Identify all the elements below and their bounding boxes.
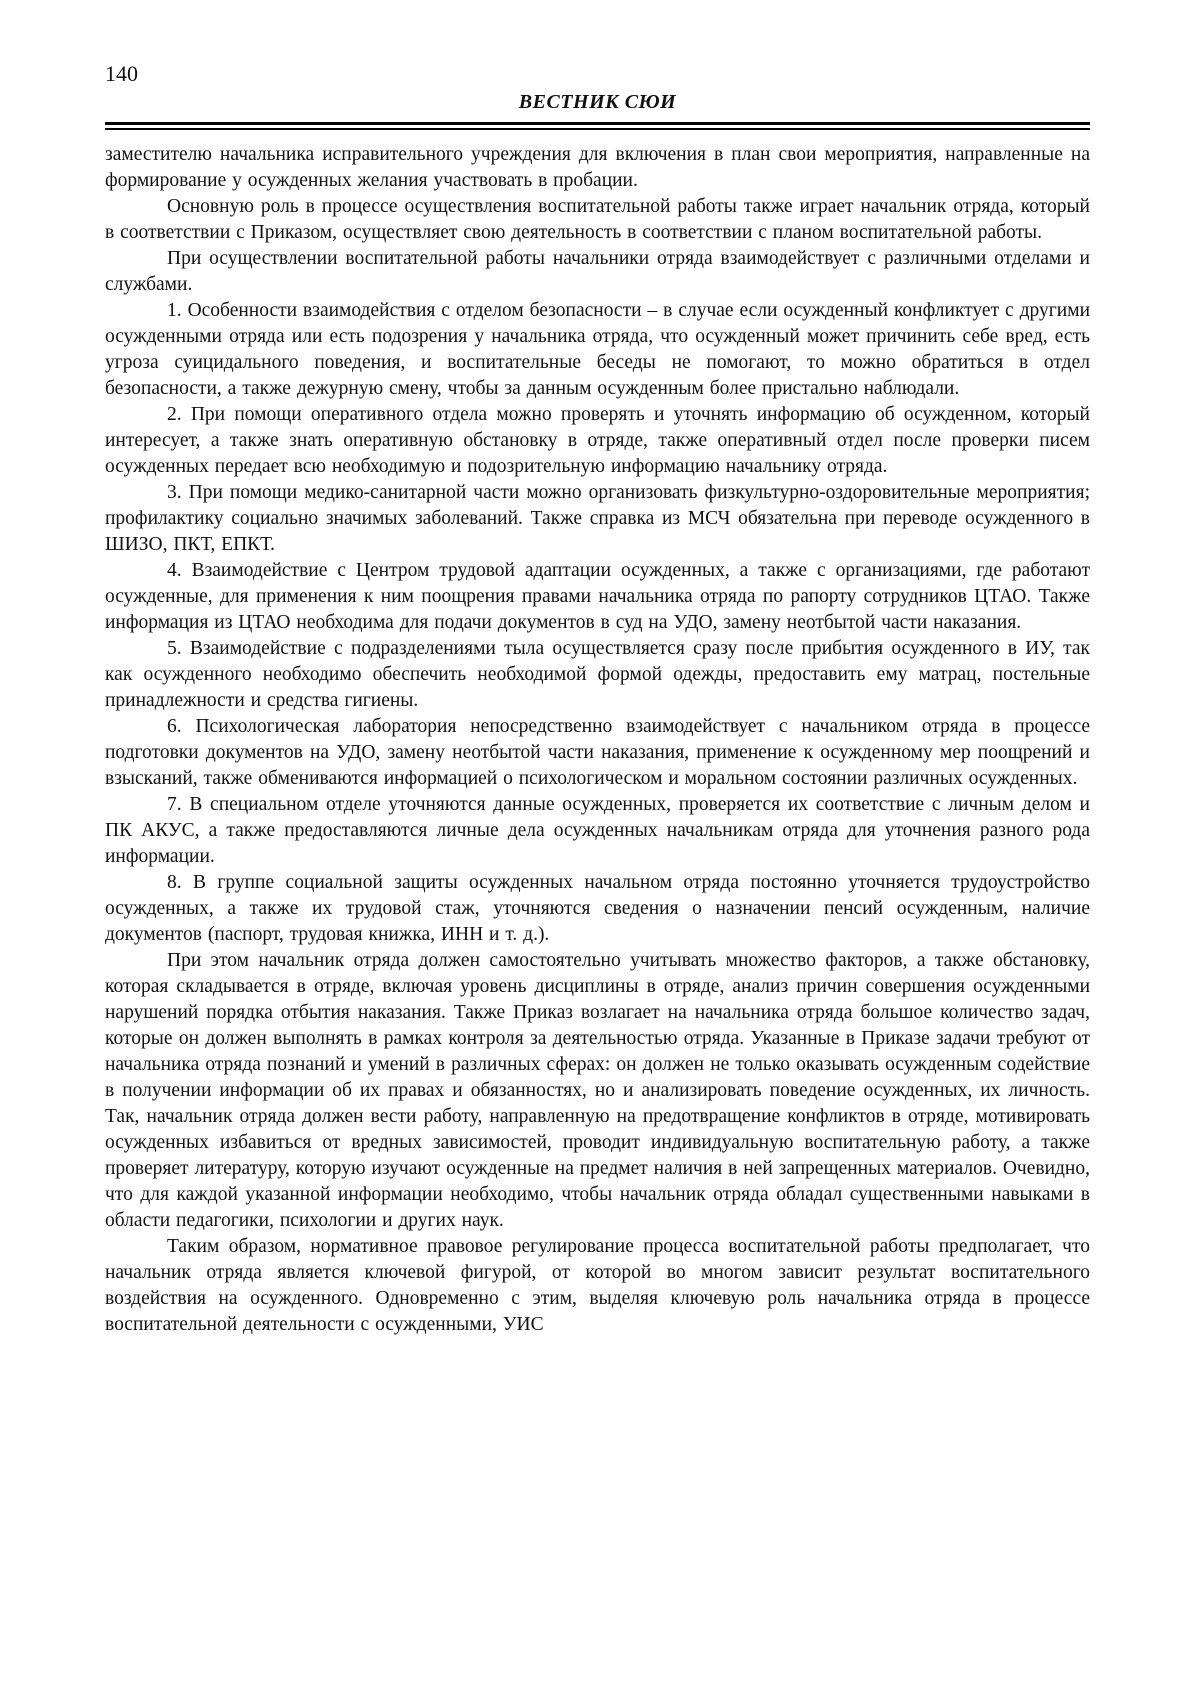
paragraph-list-item-5: 5. Взаимодействие с подразделениями тыла осуществляется сразу после прибытия осужденного в ИУ, так как осужденного необходимо обеспечить необходимой формой одежды, предоставить ему матрац, постельные принадлежности и средства гигиены.: [105, 638, 1090, 711]
page-number: 140: [105, 61, 138, 86]
paragraph: При этом начальник отряда должен самостоятельно учитывать множество факторов, а также обстановку, которая складывается в отряде, включая уровень дисциплины в отряде, анализ причин совершения осужденными нарушений порядка отбытия наказания. Также Приказ возлагает на начальника отряда большое количество задач, которые он должен выполнять в рамках контроля за деятельностью отряда. Указанные в Приказе задачи требуют от начальника отряда познаний и умений в различных сферах: он должен не только оказывать осужденным содействие в получении информации об их правах и обязанностях, но и анализировать поведение осужденных, их личность. Так, начальник отряда должен вести работу, направленную на предотвращение конфликтов в отряде, мотивировать осужденных избавиться от вредных зависимостей, проводит индивидуальную воспитательную работу, а также проверяет литературу, которую изучают осужденные на предмет наличия в ней запрещенных материалов. Очевидно, что для каждой указанной информации необходимо, чтобы начальник отряда обладал существенными навыками в области педагогики, психологии и других наук.: [105, 950, 1090, 1231]
header-rule: [105, 122, 1090, 130]
paragraph-conclusion: Таким образом, нормативное правовое регулирование процесса воспитательной работы предполагает, что начальник отряда является ключевой фигурой, от которой во многом зависит результат воспитательного воздействия на осужденного. Одновременно с этим, выделяя ключевую роль начальника отряда в процессе воспитательной деятельности с осужденными, УИС: [105, 1236, 1090, 1335]
header-rule-thick-line: [105, 122, 1090, 125]
paragraph-list-item-3: 3. При помощи медико-санитарной части можно организовать физкультурно-оздоровительные мероприятия; профилактику социально значимых заболеваний. Также справка из МСЧ обязательна при переводе осужденного в ШИЗО, ПКТ, ЕПКТ.: [105, 482, 1090, 555]
paragraph-list-item-4: 4. Взаимодействие с Центром трудовой адаптации осужденных, а также с организациями, где работают осужденные, для применения к ним поощрения правами начальника отряда по рапорту сотрудников ЦТАО. Также информация из ЦТАО необходима для подачи документов в суд на УДО, замену неотбытой части наказания.: [105, 560, 1090, 633]
paragraph-list-item-1: 1. Особенности взаимодействия с отделом безопасности – в случае если осужденный конфликтует с другими осужденными отряда или есть подозрения у начальника отряда, что осужденный может причинить себе вред, есть угроза суицидального поведения, и воспитательные беседы не помогают, то можно обратиться в отдел безопасности, а также дежурную смену, чтобы за данным осужденным более пристально наблюдали.: [105, 300, 1090, 399]
paragraph: При осуществлении воспитательной работы начальники отряда взаимодействует с различными отделами и службами.: [105, 248, 1090, 295]
paragraph-list-item-6: 6. Психологическая лаборатория непосредственно взаимодействует с начальником отряда в процессе подготовки документов на УДО, замену неотбытой части наказания, применение к осужденному мер поощрений и взысканий, также обмениваются информацией о психологическом и моральном состоянии различных осужденных.: [105, 716, 1090, 789]
paragraph-list-item-7: 7. В специальном отделе уточняются данные осужденных, проверяется их соответствие с личным делом и ПК АКУС, а также предоставляются личные дела осужденных начальникам отряда для уточнения разного рода информации.: [105, 794, 1090, 867]
paragraph: Основную роль в процессе осуществления воспитательной работы также играет начальник отряда, который в соответствии с Приказом, осуществляет свою деятельность в соответствии с планом воспитательной работы.: [105, 196, 1090, 243]
header-rule-thin-line: [105, 128, 1090, 130]
journal-title: ВЕСТНИК СЮИ: [518, 91, 677, 113]
paragraph-list-item-2: 2. При помощи оперативного отдела можно проверять и уточнять информацию об осужденном, который интересует, а также знать оперативную обстановку в отряде, также оперативный отдел после проверки писем осужденных передает всю необходимую и подозрительную информацию начальнику отряда.: [105, 404, 1090, 477]
article-body: [105, 142, 1090, 1338]
paragraph-continuation: заместителю начальника исправительного учреждения для включения в план свои мероприятия, направленные на формирование у осужденных желания участвовать в пробации.: [105, 144, 1090, 191]
paragraph-list-item-8: 8. В группе социальной защиты осужденных начальном отряда постоянно уточняется трудоустройство осужденных, а также их трудовой стаж, уточняются сведения о назначении пенсий осужденным, наличие документов (паспорт, трудовая книжка, ИНН и т. д.).: [105, 872, 1090, 945]
